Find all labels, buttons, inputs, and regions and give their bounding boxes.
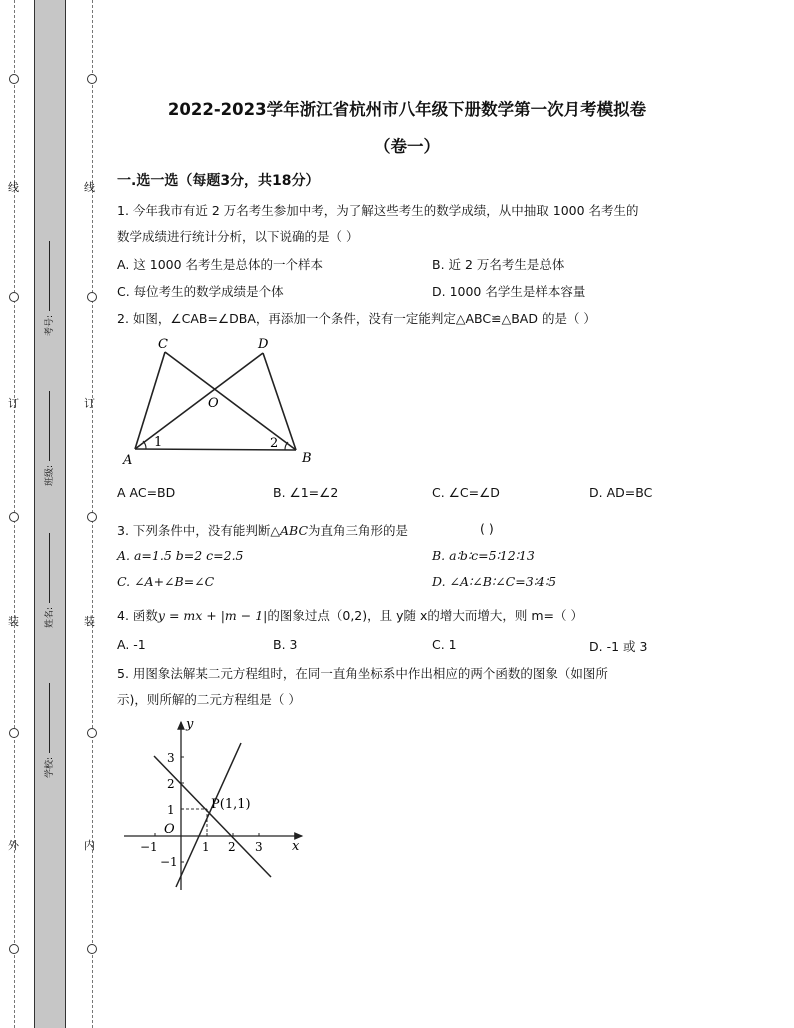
q1-option-b[interactable]: B. 近 2 万名考生是总体 <box>432 257 565 272</box>
q1-option-c[interactable]: C. 每位考生的数学成绩是个体 <box>117 284 284 299</box>
binding-hole-marker <box>9 728 19 738</box>
q1-option-d[interactable]: D. 1000 名学生是样本容量 <box>432 284 586 299</box>
page-title: 2022-2023学年浙江省杭州市八年级下册数学第一次月考模拟卷 <box>167 100 647 119</box>
label-angle-2: 2 <box>270 436 279 451</box>
margin-char-zhuang: 装 <box>8 615 19 628</box>
y-tick-label: −1 <box>160 855 178 869</box>
class-label: 班级: <box>45 464 55 486</box>
binding-band <box>34 0 66 1028</box>
school-field[interactable] <box>42 683 55 778</box>
q1-stem-line2: 数学成绩进行统计分析，以下说确的是（ ） <box>117 229 359 244</box>
class-field[interactable] <box>42 391 55 486</box>
q3-option-d[interactable]: D. ∠A∶∠B∶∠C=3∶4∶5 <box>432 574 557 589</box>
label-b: B <box>302 451 312 466</box>
q2-option-b[interactable]: B. ∠1=∠2 <box>273 485 339 500</box>
margin-char-wai: 外 <box>8 839 19 852</box>
margin-char-xian: 线 <box>84 181 95 194</box>
binding-hole-marker <box>87 292 97 302</box>
binding-hole-marker <box>87 944 97 954</box>
q4-option-b[interactable]: B. 3 <box>273 637 298 652</box>
page-subtitle: （卷一） <box>374 137 440 156</box>
q3-option-b[interactable]: B. a∶b∶c=5∶12∶13 <box>432 548 535 563</box>
margin-char-zhuang: 装 <box>84 615 95 628</box>
name-label: 姓名: <box>45 606 55 628</box>
q3-option-c[interactable]: C. ∠A+∠B=∠C <box>117 574 215 589</box>
q5-stem-line2: 示)，则所解的二元方程组是（ ） <box>117 692 301 707</box>
q2-option-d[interactable]: D. AD=BC <box>589 485 653 500</box>
line-steep <box>176 743 241 887</box>
q2-option-a[interactable]: A AC=BD <box>117 485 176 500</box>
q4-option-a[interactable]: A. -1 <box>117 637 146 652</box>
y-tick-label: 3 <box>167 751 175 765</box>
q3-option-a[interactable]: A. a=1.5 b=2 c=2.5 <box>117 548 244 563</box>
y-tick-label: 2 <box>167 777 175 791</box>
q1-option-a[interactable]: A. 这 1000 名考生是总体的一个样本 <box>117 257 324 272</box>
x-tick-label: −1 <box>140 840 158 854</box>
margin-char-ding: 订 <box>8 397 19 410</box>
q4-stem-prefix: 4. 函数 <box>117 608 158 623</box>
q1-stem-line1: 1. 今年我市有近 2 万名考生参加中考，为了解这些考生的数学成绩，从中抽取 1000 名考生的 <box>117 203 639 218</box>
q3-stem-suffix: 为直角三角形的是 <box>308 523 409 538</box>
margin-char-nei: 内 <box>84 839 95 852</box>
margin-char-ding: 订 <box>84 397 95 410</box>
origin-label: O <box>164 822 175 837</box>
q3-stem-triangle: △ABC <box>270 523 309 538</box>
label-o: O <box>208 396 219 411</box>
q3-stem <box>117 521 408 539</box>
binding-hole-marker <box>9 292 19 302</box>
x-tick-label: 2 <box>228 840 236 854</box>
q3-answer-paren: ( ) <box>480 521 494 536</box>
exam-number-label: 考号: <box>45 314 55 336</box>
x-tick-label: 3 <box>255 840 263 854</box>
label-a: A <box>123 453 133 468</box>
q2-option-c[interactable]: C. ∠C=∠D <box>432 485 500 500</box>
binding-hole-marker <box>87 74 97 84</box>
x-axis-label: x <box>292 839 300 854</box>
q4-formula: y = mx + |m − 1| <box>157 608 268 623</box>
q2-triangle-figure <box>118 336 328 471</box>
binding-hole-marker <box>9 512 19 522</box>
binding-hole-marker <box>87 512 97 522</box>
label-c: C <box>158 337 168 352</box>
q4-stem-suffix: 的图象过点（0,2)，且 y随 x的增大而增大，则 m=（ ） <box>267 608 583 623</box>
label-angle-1: 1 <box>154 435 163 450</box>
binding-hole-marker <box>87 728 97 738</box>
q4-stem <box>117 606 583 624</box>
school-label: 学校: <box>45 756 55 778</box>
q5-stem-line1: 5. 用图象法解某二元方程组时，在同一直角坐标系中作出相应的两个函数的图象（如图所 <box>117 666 608 681</box>
binding-hole-marker <box>9 944 19 954</box>
point-p-label: P(1,1) <box>211 797 251 812</box>
q3-stem-prefix: 3. 下列条件中，没有能判断 <box>117 523 271 538</box>
q4-option-d[interactable]: D. -1 或 3 <box>589 639 648 654</box>
name-field[interactable] <box>42 533 55 628</box>
q5-coordinate-graph <box>118 712 318 894</box>
y-tick-label: 1 <box>167 803 175 817</box>
y-axis-label: y <box>186 717 194 732</box>
q4-option-c[interactable]: C. 1 <box>432 637 457 652</box>
exam-number-field[interactable] <box>42 241 55 336</box>
section-heading: 一.选一选（每题3分，共18分） <box>117 173 320 189</box>
q2-stem: 2. 如图，∠CAB=∠DBA，再添加一个条件，没有一定能判定△ABC≌△BAD 的是（ ） <box>117 311 596 326</box>
x-tick-label: 1 <box>202 840 210 854</box>
binding-hole-marker <box>9 74 19 84</box>
label-d: D <box>258 337 269 352</box>
margin-char-xian: 线 <box>8 181 19 194</box>
